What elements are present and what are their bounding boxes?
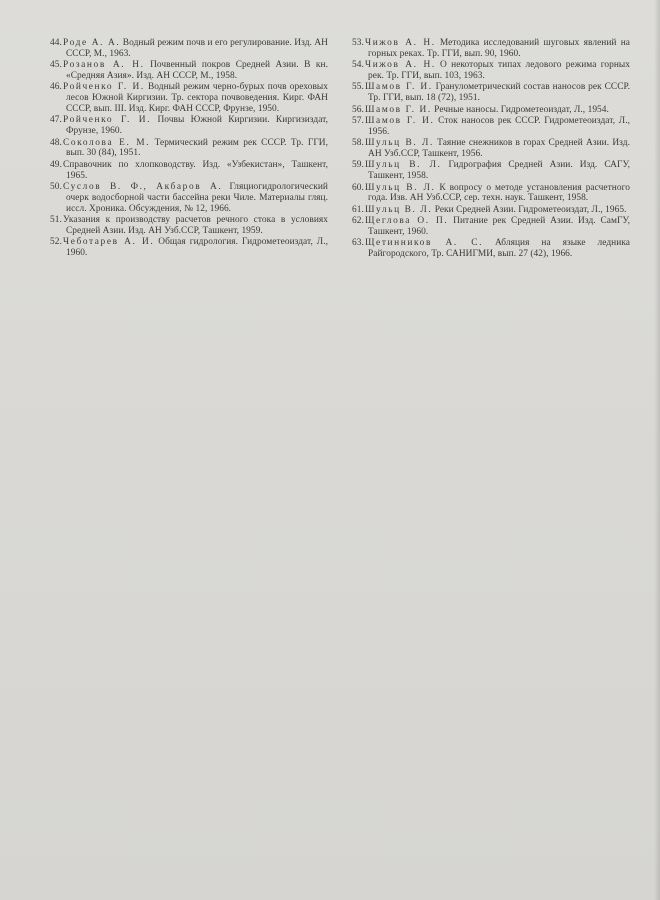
reference-entry [352,216,630,238]
reference-number: 58. [352,138,364,149]
reference-text: Указания к производству расчетов речного стока в условиях Средней Азии. Изд. АН Узб.ССР, Ташкент, 1959. [63,214,328,236]
reference-text: Почвенный покров Средней Азии. В кн. «Средняя Азия». Изд. АН СССР, М., 1958. [66,60,328,81]
reference-entry [352,60,630,82]
reference-text: Методика исследований шуговых явлений на горных реках. Тр. ГГИ, вып. 90, 1960. [368,38,630,59]
reference-text: Речные наносы. Гидрометеоиздат, Л., 1954. [431,104,609,115]
references-left-column [50,38,328,259]
reference-author: Шульц В. Л. [365,138,434,149]
reference-entry [50,38,328,60]
reference-number: 60. [352,182,364,193]
references-right-column [352,38,630,260]
reference-author: Щеглова О. П. [365,216,449,227]
reference-entry [50,138,328,160]
reference-entry [50,60,328,82]
reference-text: Гидрография Средней Азии. Изд. САГУ, Ташкент, 1958. [368,160,630,182]
reference-number: 56. [352,104,364,115]
reference-number: 50. [50,181,62,192]
reference-text: Водный режим черно-бурых почв ореховых лесов Южной Киргизии. Тр. сектора почвоведения. Кирг. ФАН СССР, вып. III. Изд. Кирг. ФАН СССР, Фрунзе, 1950. [66,82,329,114]
reference-author: Чижов А. Н. [365,38,436,48]
reference-number: 52. [50,237,62,248]
reference-entry [50,82,328,114]
reference-entry [50,182,328,214]
reference-author: Шамов Г. И. [365,82,433,93]
reference-text: Справочник по хлопководству. Изд. «Узбекистан», Ташкент, 1965. [63,159,328,181]
reference-author: Шульц В. Л. [365,204,433,215]
reference-number: 54. [352,60,364,71]
reference-author: Ройченко Г. И. [63,82,145,93]
reference-author: Шамов Г. И. [365,115,435,126]
reference-text: О некоторых типах ледового режима горных рек. Тр. ГГИ, вып. 103, 1963. [368,60,630,81]
reference-entry [50,237,328,259]
reference-number: 57. [352,115,364,126]
reference-number: 62. [352,216,364,227]
reference-author: Шульц В. Л. [365,160,442,171]
reference-text: Таяние снежников в горах Средней Азии. Изд. АН Узб.ССР, Ташкент, 1956. [368,138,630,159]
reference-author: Роде А. А. [63,38,121,48]
reference-entry [50,215,328,237]
reference-entry [352,138,630,160]
reference-author: Соколова Е. М. [63,137,151,148]
reference-text: Гранулометрический состав наносов рек СССР. Тр. ГГИ, вып. 18 (72), 1951. [368,82,630,104]
reference-author: Чеботарев А. И. [63,237,155,248]
reference-author: Розанов А. Н. [63,60,145,71]
reference-author: Щетинников А. С. [365,238,484,249]
reference-number: 55. [352,82,364,93]
page-edge-shadow [654,0,660,900]
reference-text: Абляция на языке ледника Райгородского, Тр. САНИГМИ, вып. 27 (42), 1966. [368,238,630,260]
reference-number: 61. [352,204,364,215]
reference-number: 59. [352,160,364,171]
reference-number: 47. [50,115,62,126]
reference-number: 51. [50,214,62,225]
reference-entry [352,160,630,182]
reference-author: Чижов А. Н. [365,60,436,71]
reference-entry [352,238,630,260]
reference-author: Шамов Г. И. [365,104,432,115]
reference-text: Общая гидрология. Гидрометеоиздат, Л., 1960. [66,237,328,258]
reference-number: 44. [50,38,62,48]
reference-number: 53. [352,38,364,48]
reference-text: Питание рек Средней Азии. Изд. СамГУ, Ташкент, 1960. [368,216,630,237]
reference-author: Шульц В. Л. [365,182,436,193]
reference-author: Ройченко Г. И. [63,115,152,126]
reference-text: Сток наносов рек СССР. Гидрометеоиздат, Л., 1956. [368,115,630,137]
reference-entry [352,205,630,216]
reference-number: 48. [50,137,62,148]
reference-text: Водный режим почв и его регулирование. Изд. АН СССР, М., 1963. [66,38,329,59]
reference-entry [352,183,630,205]
reference-text: К вопросу о методе установления расчетного года. Изв. АН Узб.ССР, сер. техн. наук. Ташкент, 1958. [368,182,630,204]
reference-entry [352,82,630,104]
reference-text: Реки Средней Азии. Гидрометеоиздат, Л., 1965. [432,204,627,215]
reference-text: Почвы Южной Киргизии. Киргизиздат, Фрунзе, 1960. [66,115,328,137]
reference-author: Суслов В. Ф., Акбаров А. [63,181,223,192]
reference-entry [50,160,328,182]
reference-text: Термический режим рек СССР. Тр. ГГИ, вып. 30 (84), 1951. [66,137,329,159]
reference-number: 45. [50,60,62,71]
reference-number: 46. [50,82,62,93]
reference-entry [352,116,630,138]
reference-entry [352,105,630,116]
reference-text: Гляциогидрологический очерк водосборной части бассейна реки Чиле. Материалы гляц. иссл. Хроника. Обсуждения, № 12, 1966. [66,181,328,214]
reference-entry [352,38,630,60]
reference-entry [50,115,328,137]
reference-number: 49. [50,159,62,170]
reference-number: 63. [352,238,364,249]
